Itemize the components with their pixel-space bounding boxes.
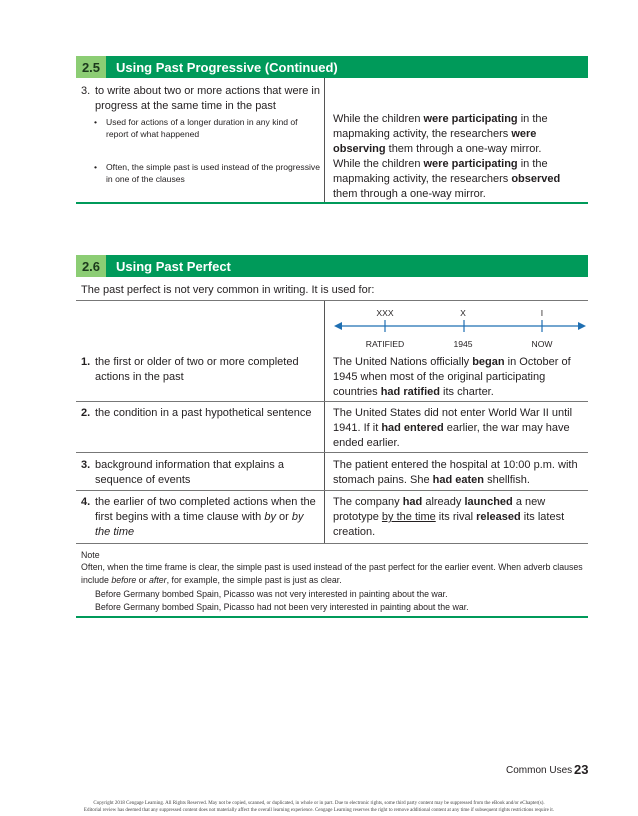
note-example: Before Germany bombed Spain, Picasso had not been very interested in painting about the war. [95, 602, 469, 612]
running-footer-section: Common Uses [506, 765, 573, 776]
row-divider [76, 300, 588, 301]
item-number: 2. [81, 407, 91, 419]
example-text: The patient entered the hospital at 10:00 p.m. with stomach pains. She had eaten shellfish. [333, 459, 578, 486]
row-divider [76, 490, 588, 491]
chart-header-2-5 [76, 56, 588, 78]
note-text: Often, when the time frame is clear, the simple past is used instead of the past perfect for the earlier event. When adverb clauses include before or after, for example, the simple past is just as clear. [81, 562, 583, 585]
column-divider [324, 78, 325, 202]
item-number: 1. [81, 356, 91, 368]
item-description: the earlier of two completed actions when the first begins with a time clause with by or by the time [95, 496, 316, 538]
copyright-line: Copyright 2018 Cengage Learning. All Rights Reserved. May not be copied, scanned, or duplicated, in whole or in part. Due to electronic rights, some third party content may be suppressed from the eBook and/or eChapter(s). [93, 801, 545, 806]
timeline-top-label: I [540, 308, 544, 318]
bullet-icon: • [94, 117, 98, 127]
item-description: the first or older of two or more completed actions in the past [95, 356, 299, 383]
item-number: 4. [81, 496, 91, 508]
column-divider [324, 301, 325, 543]
copyright-line: Editorial review has deemed that any suppressed content does not materially affect the overall learning experience. Cengage Learning reserves the right to remove additional content at any time if subsequent rights restrictions require it. [83, 808, 555, 813]
intro-text: The past perfect is not very common in writing. It is used for: [81, 284, 375, 296]
item-number: 3. [81, 85, 91, 97]
chart-number: 2.6 [76, 255, 106, 277]
row-divider [76, 543, 588, 544]
item-description: background information that explains a sequence of events [95, 459, 284, 486]
note-example: Before Germany bombed Spain, Picasso was not very interested in painting about the war. [95, 589, 448, 599]
item-description: the condition in a past hypothetical sentence [95, 407, 312, 419]
item-number: 3. [81, 459, 91, 471]
bullet-icon: • [94, 162, 98, 172]
chart-title: Using Past Progressive (Continued) [116, 59, 338, 75]
example-text: The United States did not enter World War II until 1941. If it had entered earlier, the war may have ended earlier. [333, 407, 573, 449]
note-heading: Note [81, 550, 100, 560]
timeline-top-label: XXX [376, 308, 394, 318]
timeline-arrow [334, 318, 588, 334]
chart-header-2-6 [76, 255, 588, 277]
row-divider [76, 401, 588, 402]
timeline-top-label: X [460, 308, 466, 318]
timeline-bottom-label: RATIFIED [365, 339, 405, 349]
example-text: The company had already launched a new prototype by the time its rival released its latest creation. [333, 496, 565, 538]
chart-number: 2.5 [76, 56, 106, 78]
timeline-bottom-label: NOW [531, 339, 553, 349]
section-end-rule [76, 202, 588, 204]
page-number: 23 [574, 762, 589, 777]
row-divider [76, 452, 588, 453]
example-text: While the children were participating in the mapmaking activity, the researchers observed them through a one-way mirror. [333, 158, 561, 200]
example-text: While the children were participating in the mapmaking activity, the researchers were observing them through a one-way mirror. [333, 113, 548, 155]
bullet-text: Often, the simple past is used instead of the progressive in one of the clauses [106, 162, 321, 184]
section-end-rule [76, 616, 588, 618]
chart-title: Using Past Perfect [116, 258, 231, 274]
example-text: The United Nations officially began in October of 1945 when most of the original participating countries had ratified its charter. [333, 356, 571, 398]
bullet-text: Used for actions of a longer duration in any kind of report of what happened [106, 117, 298, 139]
item-description: to write about two or more actions that were in progress at the same time in the past [95, 85, 320, 112]
timeline-bottom-label: 1945 [453, 339, 473, 349]
